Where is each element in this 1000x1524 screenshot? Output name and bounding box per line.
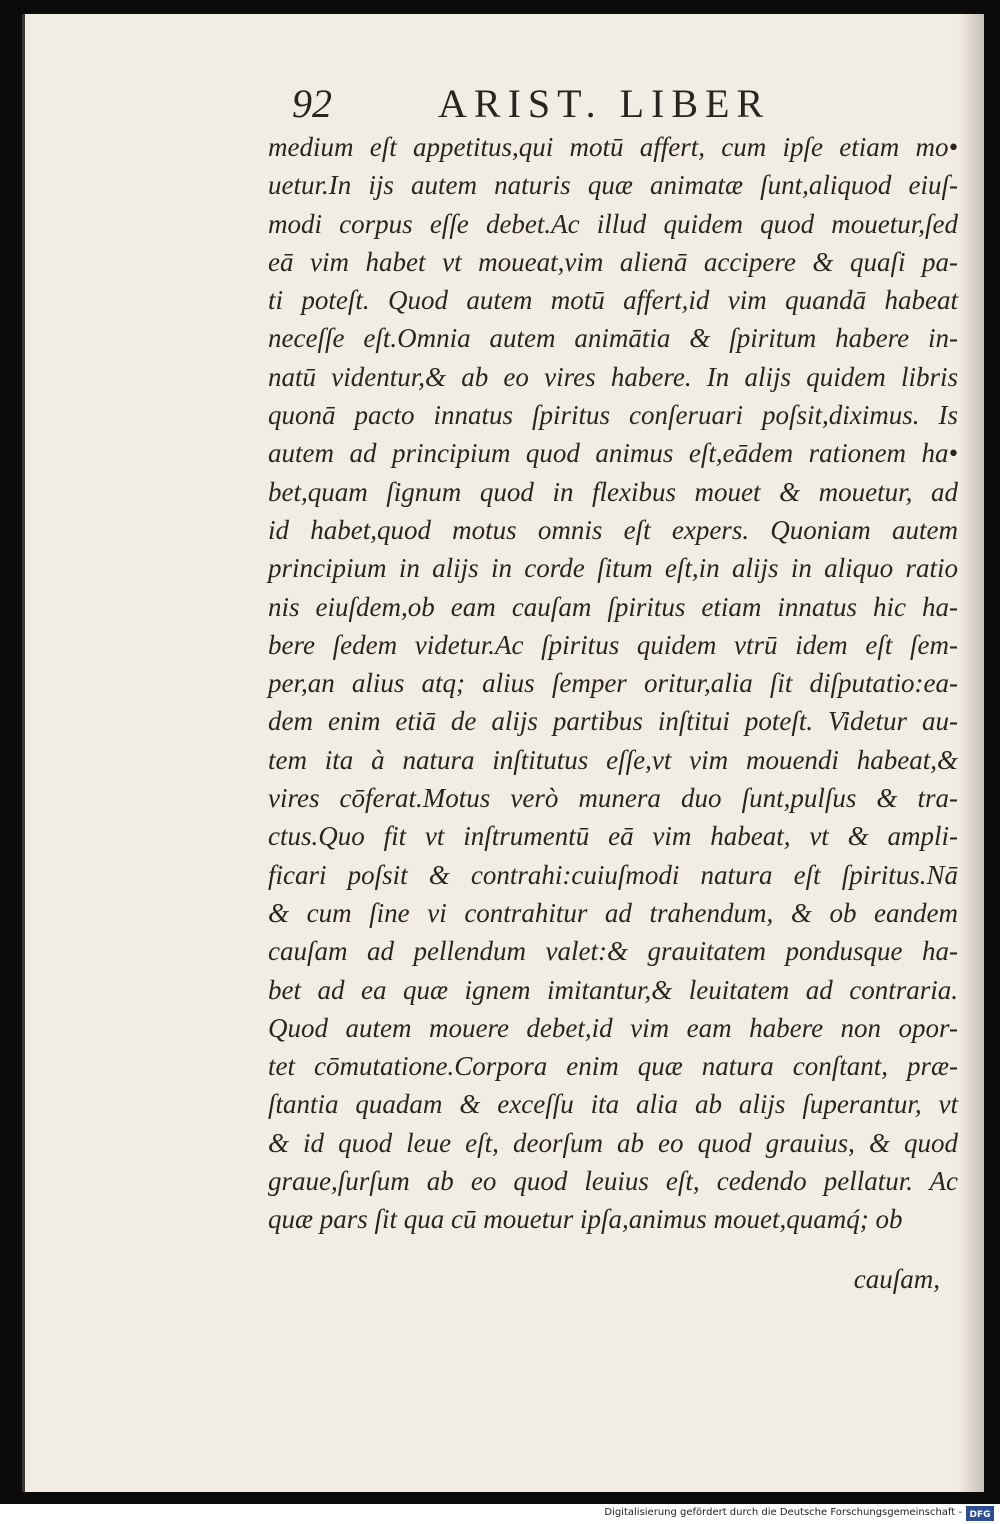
text-line: & cum ſine vi contrahitur ad trahendum, & ob eandem [268,897,958,928]
text-line: ctus.Quo fit vt inſtrumentū eā vim habeat, vt & ampli- [268,821,958,852]
catchword: cauſam, [853,1264,940,1294]
text-line: autem ad principium quod animus eſt,eādem rationem ha• [268,438,958,469]
text-line: Quod autem mouere debet,id vim eam habere non opor- [268,1012,958,1043]
text-line: eā vim habet vt moueat,vim alienā accipere & quaſi pa- [268,246,958,277]
text-line: & id quod leue eſt, deorſum ab eo quod grauius, & quod [268,1127,958,1158]
text-line: dem enim etiā de alijs partibus inſtitui poteſt. Videtur au- [268,706,958,737]
text-line: per,an alius atq; alius ſemper oritur,alia ſit diſputatio:ea- [268,668,958,699]
page-number: 92 [292,81,332,126]
text-line: quonā pacto innatus ſpiritus conſeruari poſsit,diximus. Is [268,400,958,431]
text-line: ti poteſt. Quod autem motū affert,id vim quandā habeat [268,285,958,316]
text-line: bet,quam ſignum quod in flexibus mouet & mouetur, ad [268,476,958,507]
text-line: medium eſt appetitus,qui motū affert, cum ipſe etiam mo• [268,132,958,162]
text-line: vires cōferat.Motus verò munera duo ſunt,pulſus & tra- [268,783,958,814]
funding-note: Digitalisierung gefördert durch die Deutsche Forschungsgemeinschaft - [604,1507,962,1518]
text-line: bere ſedem videtur.Ac ſpiritus quidem vtrū idem eſt ſem- [268,629,958,660]
running-head [270,80,810,130]
footer-bar [0,1504,1000,1524]
text-line: quæ pars ſit qua cū mouetur ipſa,animus mouet,quamq́; ob [268,1204,903,1235]
text-line: bet ad ea quæ ignem imitantur,& leuitatem ad contraria. [268,974,958,1005]
body-text [268,128,958,1239]
text-line: graue,ſurſum ab eo quod leuius eſt, cedendo pellatur. Ac [268,1166,958,1197]
page-edge-shadow [958,14,984,1492]
dfg-logo-text: DFG [969,1510,991,1520]
text-line: cauſam ad pellendum valet:& grauitatem pondusque ha- [268,936,958,967]
text-line: uetur.In ijs autem naturis quæ animatæ ſunt,aliquod eiuſ- [268,170,958,201]
text-line: id habet,quod motus omnis eſt expers. Quoniam autem [268,514,958,545]
text-line: tem ita à natura inſtitutus eſſe,vt vim mouendi habeat,& [268,744,958,775]
text-line: modi corpus eſſe debet.Ac illud quidem quod mouetur,ſed [268,208,958,239]
running-title: ARIST. LIBER [438,81,771,126]
text-line: natū videntur,& ab eo vires habere. In alijs quidem libris [268,361,958,392]
dfg-logo [966,1506,994,1521]
text-line: tet cōmutatione.Corpora enim quæ natura conſtant, præ- [268,1051,958,1082]
text-line: nis eiuſdem,ob eam cauſam ſpiritus etiam innatus hic ha- [268,591,958,622]
text-line: neceſſe eſt.Omnia autem animātia & ſpiritum habere in- [268,323,958,354]
text-line: principium in alijs in corde ſitum eſt,in alijs in aliquo ratio [268,553,958,584]
text-line: ficari poſsit & contrahi:cuiuſmodi natura eſt ſpiritus.Nā [268,859,958,890]
text-line: ſtantia quadam & exceſſu ita alia ab alijs ſuperantur, vt [268,1089,958,1120]
